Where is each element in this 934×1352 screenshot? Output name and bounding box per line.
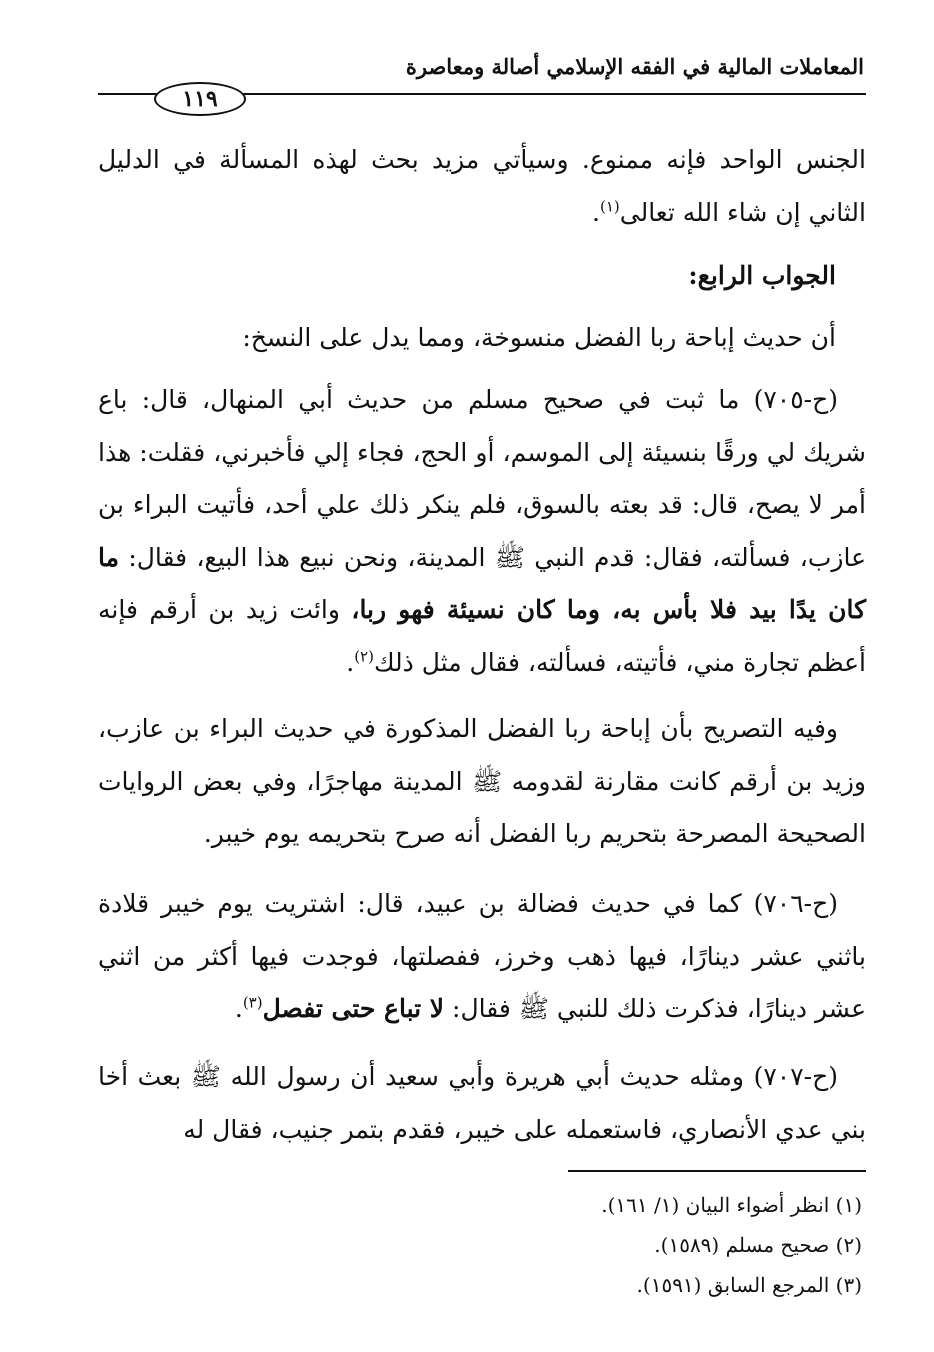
paragraph-continuation	[98, 134, 866, 239]
hadith-text: (ح-٧٠٥) ما ثبت في صحيح مسلم من حديث أبي المنهال، قال: باع شريك لي ورقًا بنسيئة إلى الموسم، أو الحج، فجاء إلي فأخبرني، فقلت: هذا أمر لا يصح، قال: قد بعته بالسوق، فلم ينكر ذلك علي أحد، فأتيت البراء بن عازب، فسألته، فقال: قدم النبي ﷺ المدينة، ونحن نبيع هذا البيع، فقال:	[98, 385, 866, 572]
footnotes	[98, 1185, 862, 1305]
footnote-1: (١) انظر أضواء البيان (١/ ١٦١).	[601, 1193, 862, 1217]
footnote-ref-3[interactable]: (٣)	[242, 993, 263, 1012]
hadith-quote: ما كان يدًا بيد فلا بأس به، وما كان نسيئة فهو ربا،	[98, 542, 866, 624]
hadith-quote: لا تباع حتى تفصل	[262, 994, 445, 1023]
running-title: المعاملات المالية في الفقه الإسلامي أصالة ومعاصرة	[405, 54, 864, 79]
footnote-2: (٢) صحيح مسلم (١٥٨٩).	[654, 1233, 862, 1257]
section-heading	[98, 250, 866, 303]
heading-text: الجواب الرابع:	[688, 261, 836, 290]
paragraph-text: الجنس الواحد فإنه ممنوع. وسيأتي مزيد بحث لهذه المسألة في الدليل الثاني إن شاء الله تعالى	[98, 145, 866, 227]
footnote-rule	[568, 1170, 866, 1172]
hadith-706	[98, 878, 866, 1036]
footnote-ref-2[interactable]: (٢)	[354, 647, 374, 666]
footnote-3: (٣) المرجع السابق (١٥٩١).	[636, 1273, 862, 1297]
hadith-text-cont: وائت زيد بن أرقم فإنه أعظم تجارة مني، فأتيته، فسألته، فقال مثل ذلك	[98, 595, 866, 677]
footnote-ref-1[interactable]: (١)	[599, 197, 620, 216]
page-number: ١١٩	[154, 82, 246, 116]
hadith-text: (ح-٧٠٧) ومثله حديث أبي هريرة وأبي سعيد أن رسول الله ﷺ بعث أخا بني عدي الأنصاري، فاستعمله على خيبر، فقدم بتمر جنيب، فقال له	[98, 1062, 866, 1144]
hadith-text: (ح-٧٠٦) كما في حديث فضالة بن عبيد، قال: اشتريت يوم خيبر قلادة باثني عشر دينارًا، فيها ذهب وخرز، ففصلتها، فوجدت فيها أكثر من اثني عشر دينارًا، فذكرت ذلك للنبي ﷺ فقال:	[98, 889, 866, 1023]
paragraph-commentary	[98, 703, 866, 861]
hadith-705	[98, 374, 866, 689]
paragraph-end: .	[346, 647, 355, 677]
paragraph-text: وفيه التصريح بأن إباحة ربا الفضل المذكورة في حديث البراء بن عازب، وزيد بن أرقم كانت مقارنة لقدومه ﷺ المدينة مهاجرًا، وفي بعض الروايات الصحيحة المصرحة بتحريم ربا الفضل أنه صرح بتحريمه يوم خيبر.	[98, 714, 866, 848]
paragraph-end: .	[234, 994, 243, 1023]
paragraph-intro: أن حديث إباحة ربا الفضل منسوخة، ومما يدل على النسخ:	[242, 323, 836, 352]
hadith-707	[98, 1051, 866, 1156]
paragraph-end: .	[592, 197, 600, 227]
